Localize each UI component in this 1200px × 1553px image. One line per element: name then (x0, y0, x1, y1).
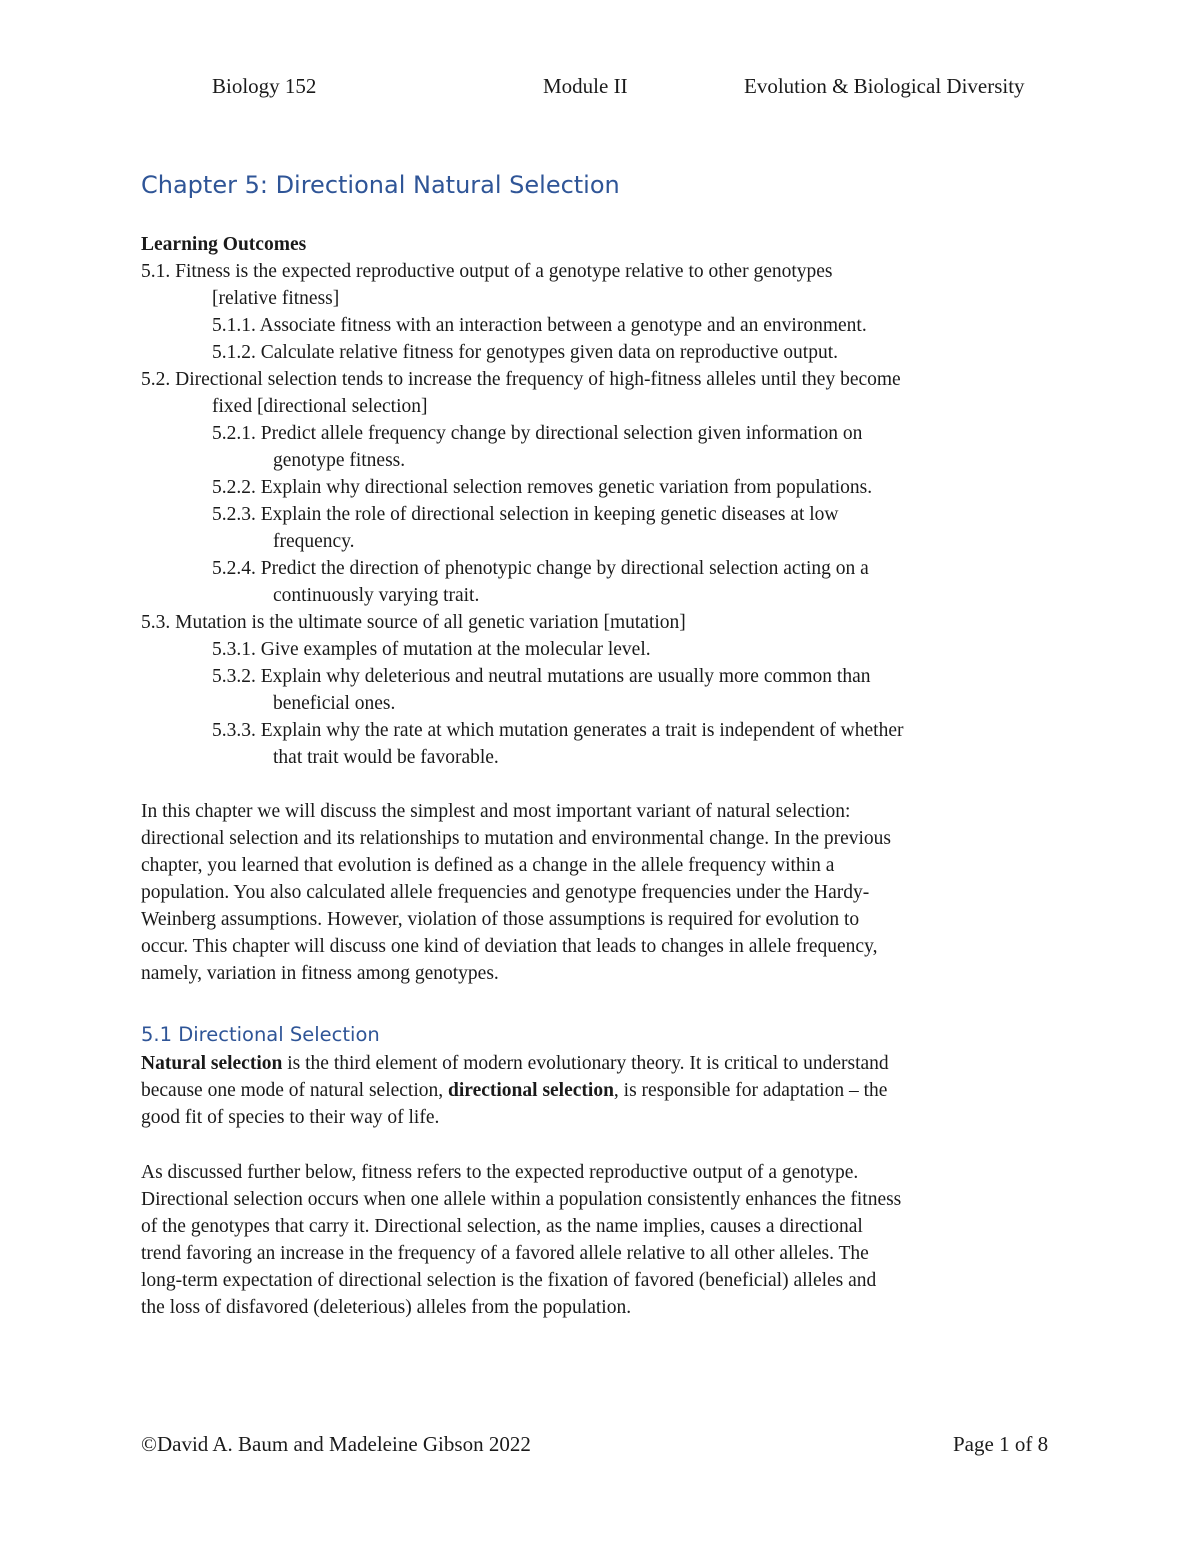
section-title: 5.1 Directional Selection (141, 1023, 380, 1046)
term-directional-selection: directional selection (448, 1080, 614, 1101)
paragraph-line: namely, variation in fitness among genotypes. (141, 963, 499, 984)
header-course: Biology 152 (212, 74, 317, 98)
intro-paragraph (141, 798, 1066, 987)
paragraph-line: population. You also calculated allele frequencies and genotype frequencies under the Hardy- (141, 882, 870, 903)
outcome-line: 5.1.1. Associate fitness with an interaction between a genotype and an environment. (212, 315, 867, 336)
outcome-line: fixed [directional selection] (212, 396, 428, 417)
paragraph-line: In this chapter we will discuss the simplest and most important variant of natural selection: (141, 801, 851, 822)
paragraph-line: the loss of disfavored (deleterious) alleles from the population. (141, 1297, 632, 1318)
outcome-line: frequency. (273, 531, 355, 552)
section-paragraph-1 (141, 1050, 1066, 1131)
footer-page-number: Page 1 of 8 (953, 1432, 1049, 1456)
paragraph-line: Weinberg assumptions. However, violation of those assumptions is required for evolution to (141, 909, 860, 930)
text-run: is the third element of modern evolutionary theory. It is critical to understand (282, 1053, 889, 1074)
outcome-line: that trait would be favorable. (273, 747, 499, 768)
outcome-line: 5.2.3. Explain the role of directional selection in keeping genetic diseases at low (212, 504, 839, 525)
paragraph-line (141, 1077, 1066, 1104)
outcome-line: 5.2.4. Predict the direction of phenotypic change by directional selection acting on a (212, 558, 869, 579)
term-natural-selection: Natural selection (141, 1053, 283, 1074)
paragraph-line: As discussed further below, fitness refers to the expected reproductive output of a genotype. (141, 1162, 859, 1183)
outcome-line: continuously varying trait. (273, 585, 480, 606)
learning-outcomes-heading: Learning Outcomes (141, 234, 307, 255)
outcome-line: 5.3.2. Explain why deleterious and neutral mutations are usually more common than (212, 666, 871, 687)
header-module: Module II (543, 74, 628, 98)
outcome-line: 5.3.1. Give examples of mutation at the molecular level. (212, 639, 651, 660)
footer-copyright: ©David A. Baum and Madeleine Gibson 2022 (141, 1432, 531, 1456)
text-run: because one mode of natural selection, (141, 1080, 449, 1101)
paragraph-line: good fit of species to their way of life. (141, 1107, 440, 1128)
paragraph-line: of the genotypes that carry it. Directional selection, as the name implies, causes a directional (141, 1216, 863, 1237)
section-paragraph-2 (141, 1159, 1066, 1321)
outcome-line: 5.3.3. Explain why the rate at which mutation generates a trait is independent of whether (212, 720, 904, 741)
outcome-line: 5.1. Fitness is the expected reproductive output of a genotype relative to other genotypes (141, 261, 833, 282)
outcome-line: 5.2. Directional selection tends to increase the frequency of high-fitness alleles until they become (141, 369, 901, 390)
outcome-line: 5.3. Mutation is the ultimate source of all genetic variation [mutation] (141, 612, 686, 633)
outcome-line: [relative fitness] (212, 288, 340, 309)
paragraph-line: chapter, you learned that evolution is defined as a change in the allele frequency within a (141, 855, 835, 876)
header-subject: Evolution & Biological Diversity (744, 74, 1025, 98)
paragraph-line (141, 1050, 1066, 1077)
paragraph-line: long-term expectation of directional selection is the fixation of favored (beneficial) alleles and (141, 1270, 877, 1291)
text-run: , is responsible for adaptation – the (613, 1080, 888, 1101)
chapter-title: Chapter 5: Directional Natural Selection (141, 171, 620, 199)
outcome-line: 5.2.2. Explain why directional selection removes genetic variation from populations. (212, 477, 873, 498)
paragraph-line: occur. This chapter will discuss one kind of deviation that leads to changes in allele frequency, (141, 936, 878, 957)
paragraph-line: Directional selection occurs when one allele within a population consistently enhances the fitness (141, 1189, 902, 1210)
outcome-line: 5.2.1. Predict allele frequency change by directional selection given information on (212, 423, 863, 444)
outcome-line: beneficial ones. (273, 693, 396, 714)
paragraph-line: directional selection and its relationships to mutation and environmental change. In the previous (141, 828, 892, 849)
outcome-line: 5.1.2. Calculate relative fitness for genotypes given data on reproductive output. (212, 342, 838, 363)
outcome-line: genotype fitness. (273, 450, 406, 471)
paragraph-line: trend favoring an increase in the frequency of a favored allele relative to all other alleles. The (141, 1243, 869, 1264)
